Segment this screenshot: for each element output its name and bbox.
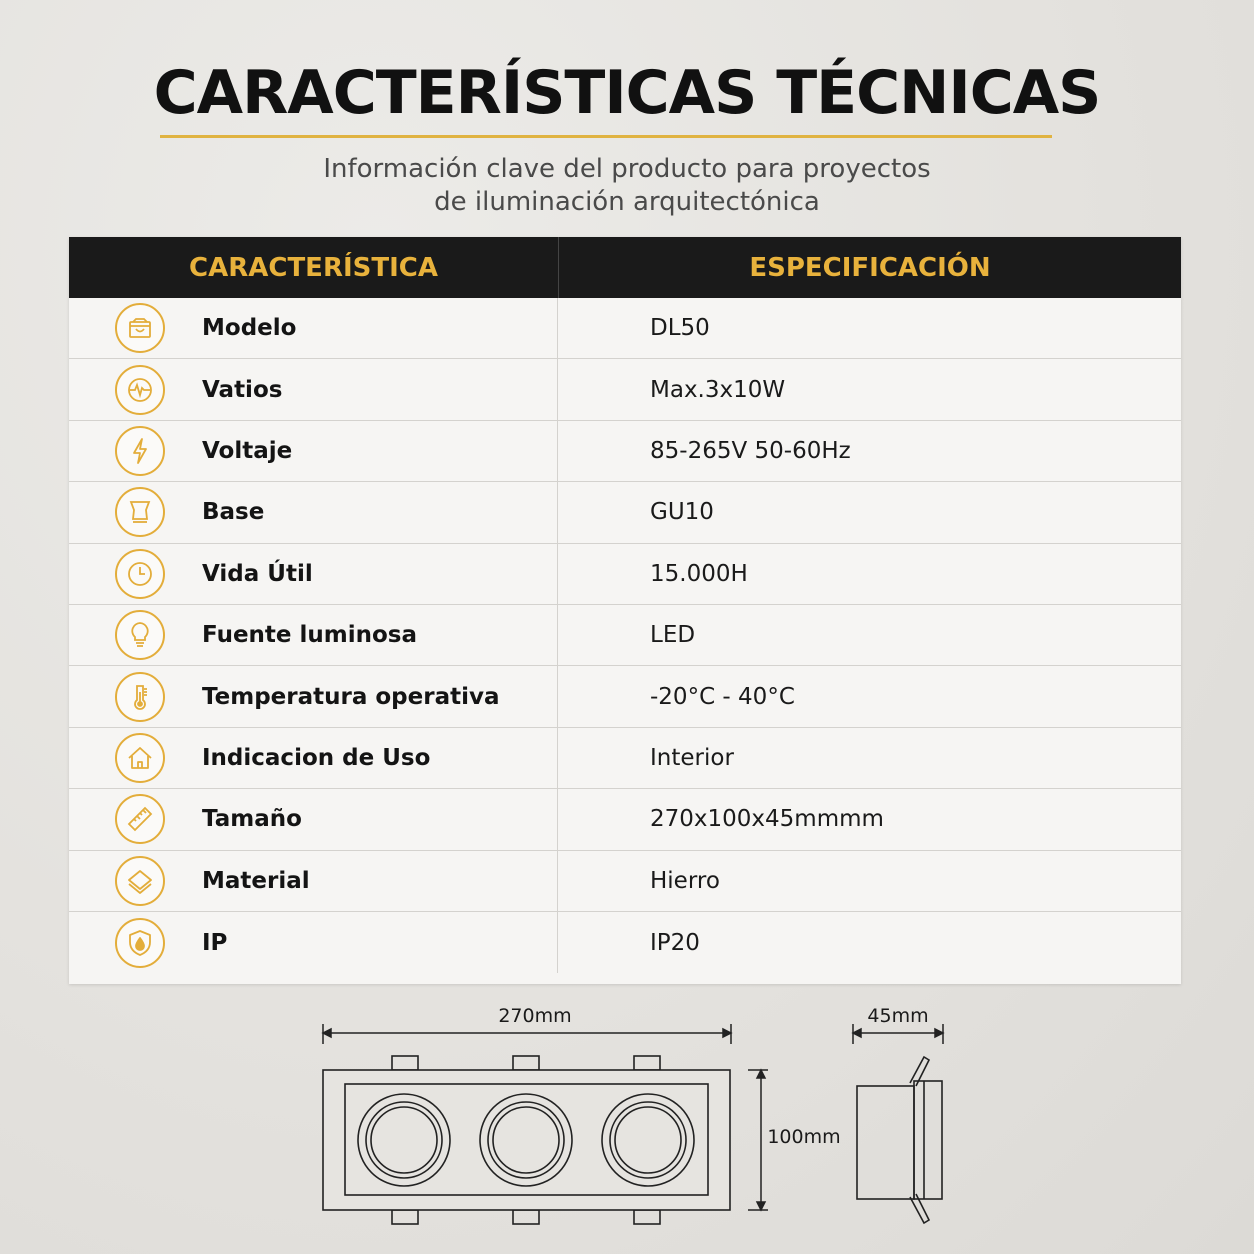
height-dimension-line <box>748 1070 768 1210</box>
depth-dimension-line <box>853 1024 943 1044</box>
thermometer-icon <box>115 672 165 722</box>
layers-icon <box>115 856 165 906</box>
spec-value: IP20 <box>650 929 700 956</box>
feature-label: Tamaño <box>202 806 302 833</box>
spec-value: Hierro <box>650 867 720 894</box>
column-header-spec: ESPECIFICACIÓN <box>749 252 991 283</box>
spec-value: 270x100x45mmmm <box>650 806 884 833</box>
width-dimension-line <box>323 1024 731 1044</box>
feature-cell <box>69 912 558 973</box>
spec-value: GU10 <box>650 499 714 526</box>
subtitle-line-2: de iluminación arquitectónica <box>434 187 820 217</box>
spec-value: Max.3x10W <box>650 376 786 403</box>
box-icon <box>115 303 165 353</box>
feature-cell <box>69 544 558 604</box>
table-row <box>69 359 1181 420</box>
feature-cell <box>69 359 558 419</box>
feature-label: Indicacion de Uso <box>202 744 431 771</box>
table-row <box>69 728 1181 789</box>
table-header <box>69 237 1181 298</box>
table-row <box>69 666 1181 727</box>
spec-value: LED <box>650 622 696 649</box>
bulb-icon <box>115 610 165 660</box>
table-body <box>69 298 1181 973</box>
table-row <box>69 482 1181 543</box>
feature-label: Temperatura operativa <box>202 683 500 710</box>
dimension-diagram <box>0 995 1254 1245</box>
spec-value: DL50 <box>650 315 710 342</box>
table-row <box>69 298 1181 359</box>
front-view <box>323 1056 730 1224</box>
feature-cell <box>69 421 558 481</box>
feature-cell <box>69 728 558 788</box>
socket-base-icon <box>115 487 165 537</box>
pulse-icon <box>115 365 165 415</box>
feature-label: Voltaje <box>202 437 293 464</box>
house-icon <box>115 733 165 783</box>
feature-label: IP <box>202 929 228 956</box>
feature-cell <box>69 605 558 665</box>
table-row <box>69 912 1181 973</box>
feature-label: Vida Útil <box>202 560 313 587</box>
table-row <box>69 544 1181 605</box>
feature-label: Modelo <box>202 315 297 342</box>
column-header-feature: CARACTERÍSTICA <box>69 237 559 298</box>
clock-icon <box>115 549 165 599</box>
feature-cell <box>69 298 558 358</box>
table-row <box>69 421 1181 482</box>
lightning-icon <box>115 426 165 476</box>
feature-label: Material <box>202 867 310 894</box>
title-underline <box>160 135 1052 138</box>
specs-table <box>69 237 1181 984</box>
table-row <box>69 605 1181 666</box>
feature-cell <box>69 666 558 726</box>
height-label: 100mm <box>767 1126 841 1148</box>
table-row <box>69 789 1181 850</box>
page-title: CARACTERÍSTICAS TÉCNICAS <box>153 58 1101 128</box>
feature-cell <box>69 851 558 911</box>
feature-label: Fuente luminosa <box>202 622 418 649</box>
side-view <box>857 1057 942 1223</box>
spec-value: 85-265V 50-60Hz <box>650 437 851 464</box>
subtitle-line-1: Información clave del producto para proyectos <box>323 154 931 184</box>
page-subtitle <box>0 153 1254 219</box>
table-row <box>69 851 1181 912</box>
feature-cell <box>69 789 558 849</box>
feature-cell <box>69 482 558 542</box>
shield-drop-icon <box>115 918 165 968</box>
depth-label: 45mm <box>867 1005 929 1027</box>
spec-value: Interior <box>650 744 734 771</box>
width-label: 270mm <box>498 1005 572 1027</box>
ruler-icon <box>115 794 165 844</box>
feature-label: Vatios <box>202 376 283 403</box>
feature-label: Base <box>202 499 265 526</box>
spec-value: -20°C - 40°C <box>650 683 795 710</box>
spec-value: 15.000H <box>650 560 748 587</box>
